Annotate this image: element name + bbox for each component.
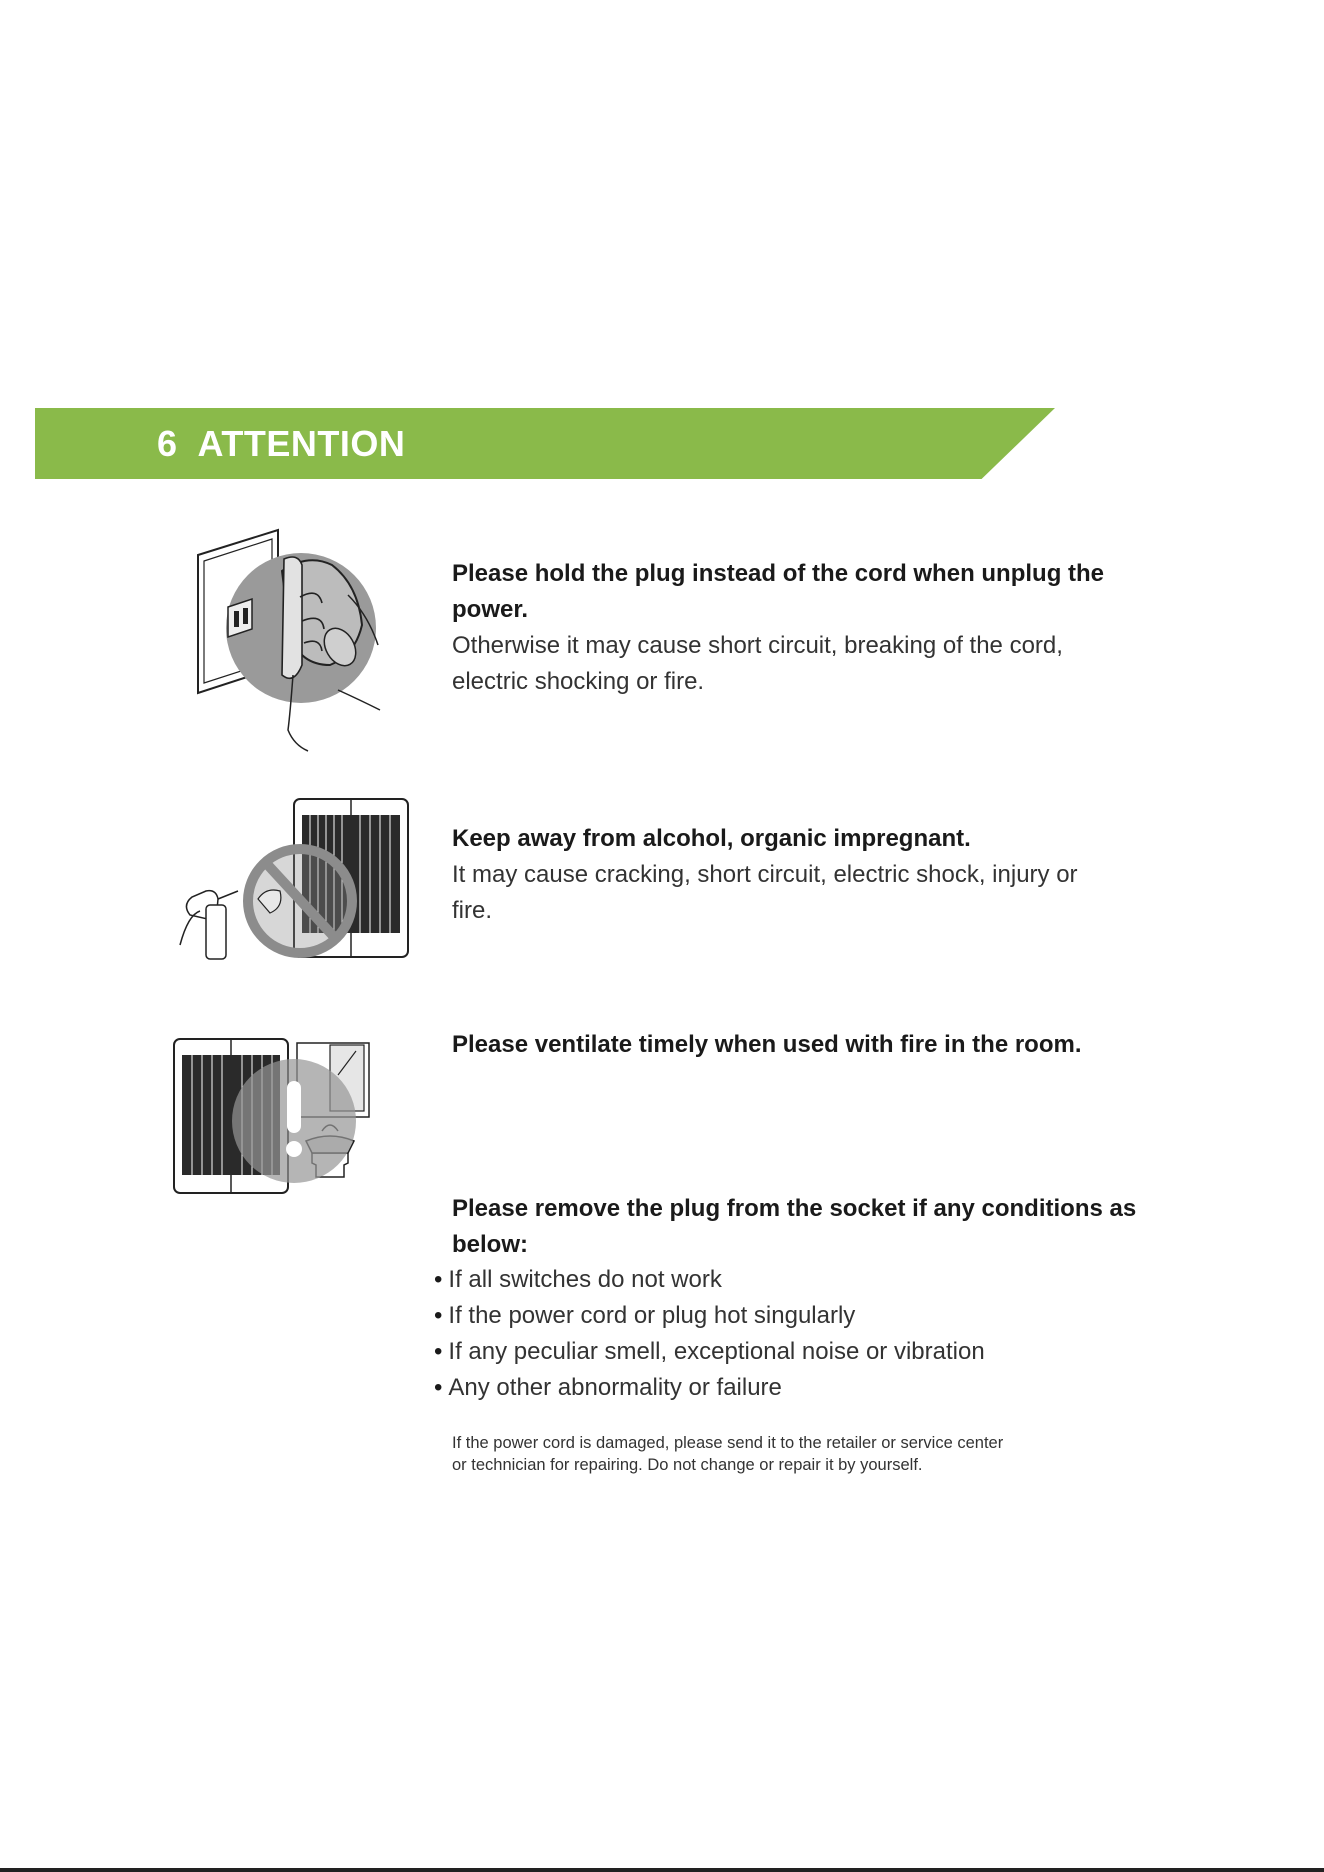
section-title-text: ATTENTION — [197, 423, 406, 464]
item-alcohol-body-1: It may cause cracking, short circuit, electric shock, injury or — [452, 861, 1078, 888]
page-bottom-rule — [0, 1868, 1324, 1872]
item-unplug — [452, 556, 1212, 700]
item-remove-plug — [452, 1191, 1212, 1263]
list-item: • Any other abnormality or failure — [434, 1370, 985, 1406]
item-remove-plug-heading-1: Please remove the plug from the socket if any conditions as — [452, 1195, 1137, 1222]
item-ventilate-heading: Please ventilate timely when used with fire in the room. — [452, 1031, 1082, 1058]
section-title — [157, 420, 405, 468]
item-unplug-body-2: electric shocking or fire. — [452, 668, 705, 695]
list-item: • If all switches do not work — [434, 1262, 985, 1298]
damage-note — [452, 1432, 1152, 1476]
ventilate-fire-warning-icon — [172, 1035, 412, 1200]
item-unplug-body-1: Otherwise it may cause short circuit, breaking of the cord, — [452, 632, 1063, 659]
list-item: • If the power cord or plug hot singularly — [434, 1298, 985, 1334]
no-alcohol-spray-icon — [170, 795, 410, 975]
item-ventilate — [452, 1027, 1212, 1063]
item-alcohol-heading: Keep away from alcohol, organic impregnant. — [452, 825, 971, 852]
section-number: 6 — [157, 423, 178, 464]
list-item: • If any peculiar smell, exceptional noise or vibration — [434, 1334, 985, 1370]
plug-unplug-warning-icon — [190, 525, 390, 755]
conditions-list — [434, 1262, 985, 1406]
item-alcohol-body-2: fire. — [452, 897, 493, 924]
item-remove-plug-heading-2: below: — [452, 1231, 528, 1258]
item-alcohol — [452, 821, 1212, 929]
item-unplug-heading-2: power. — [452, 596, 529, 623]
damage-note-line-1: If the power cord is damaged, please send it to the retailer or service center — [452, 1434, 1004, 1452]
damage-note-line-2: or technician for repairing. Do not change or repair it by yourself. — [452, 1456, 923, 1474]
item-unplug-heading-1: Please hold the plug instead of the cord when unplug the — [452, 560, 1105, 587]
